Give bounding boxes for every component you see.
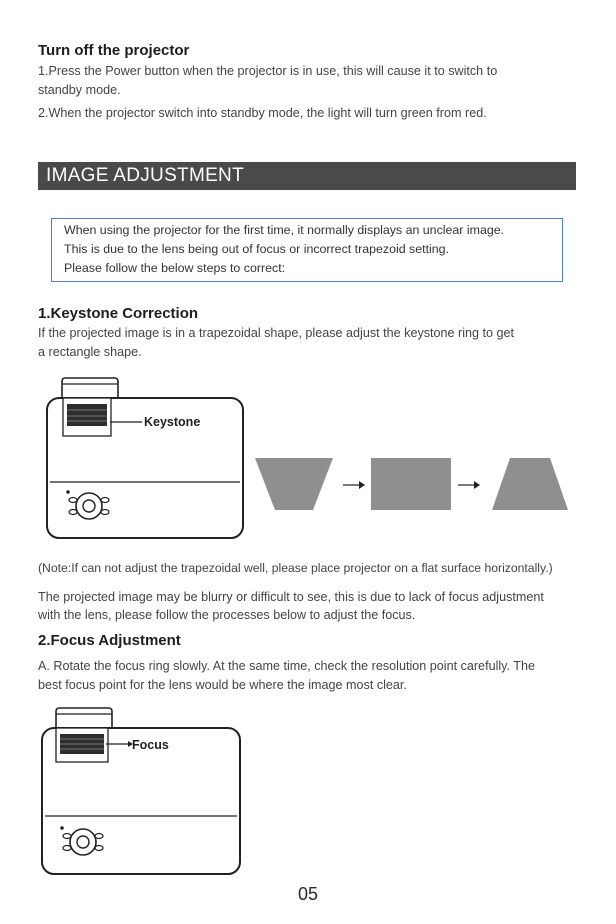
keystone-heading: 1.Keystone Correction [38, 305, 199, 322]
keystone-shape-sequence [255, 455, 570, 513]
section-banner-title: IMAGE ADJUSTMENT [46, 165, 244, 186]
turn-off-heading: Turn off the projector [38, 42, 190, 59]
section-banner [38, 162, 576, 190]
focus-label: Focus [132, 738, 169, 752]
trapezoid-inverted-shape [255, 458, 333, 510]
rectangle-shape [371, 458, 451, 510]
focus-heading: 2.Focus Adjustment [38, 632, 181, 649]
projector-focus-illustration [40, 702, 250, 878]
projector-keystone-illustration [40, 370, 250, 542]
turn-off-step2: 2.When the projector switch into standby mode, the light will turn green from red. [38, 106, 487, 120]
focus-text-line1: A. Rotate the focus ring slowly. At the same time, check the resolution point carefully. The [38, 659, 535, 673]
trapezoid-upright-shape [492, 458, 568, 510]
focus-text-line2: best focus point for the lens would be where the image most clear. [38, 678, 407, 692]
notice-box [51, 218, 563, 282]
keystone-text-line2: a rectangle shape. [38, 345, 142, 359]
blurry-text-line2: with the lens, please follow the processes below to adjust the focus. [38, 608, 416, 622]
blurry-text-line1: The projected image may be blurry or difficult to see, this is due to lack of focus adjustment [38, 590, 544, 604]
page-number: 05 [297, 884, 319, 904]
keystone-note: (Note:If can not adjust the trapezoidal well, please place projector on a flat surface horizontally.) [38, 561, 553, 575]
notice-line-1: When using the projector for the first time, it normally displays an unclear image. [64, 223, 505, 237]
notice-line-3: Please follow the below steps to correct: [64, 261, 286, 275]
turn-off-step1-line2: standby mode. [38, 83, 121, 97]
keystone-label: Keystone [144, 415, 201, 429]
keystone-text-line1: If the projected image is in a trapezoidal shape, please adjust the keystone ring to get [38, 326, 515, 340]
turn-off-step1-line1: 1.Press the Power button when the projector is in use, this will cause it to switch to [38, 64, 498, 78]
notice-line-2: This is due to the lens being out of focus or incorrect trapezoid setting. [64, 242, 450, 256]
